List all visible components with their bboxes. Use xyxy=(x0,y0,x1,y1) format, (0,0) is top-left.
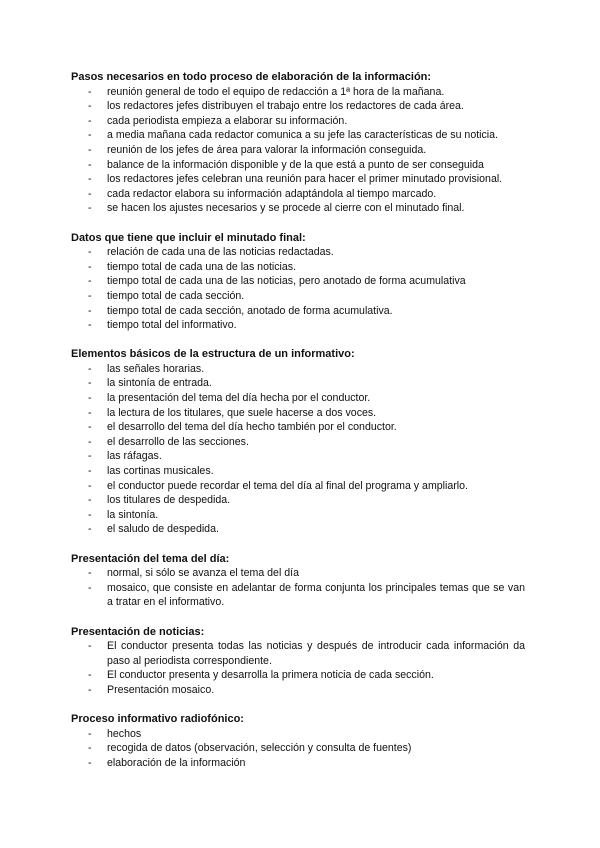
list-item xyxy=(71,245,531,260)
bullet-dash: - xyxy=(88,406,92,419)
list-item xyxy=(71,435,531,450)
bullet-dash: - xyxy=(88,114,92,127)
list-item-text: los redactores jefes distribuyen el trabajo entre los redactores de cada área. xyxy=(107,100,464,113)
list-item-text: los titulares de despedida. xyxy=(107,494,231,507)
section-heading: Presentación de noticias: xyxy=(71,625,205,638)
bullet-list xyxy=(71,639,531,697)
bullet-dash: - xyxy=(88,275,92,288)
list-item xyxy=(71,406,531,421)
section-pasos-necesarios xyxy=(71,70,531,216)
list-item xyxy=(71,668,531,683)
bullet-list xyxy=(71,362,531,537)
list-item xyxy=(71,201,531,216)
list-item-text: la lectura de los titulares, que suele hacerse a dos voces. xyxy=(107,406,377,419)
list-item-text: tiempo total de cada sección. xyxy=(107,289,245,302)
list-item xyxy=(71,260,531,275)
bullet-dash: - xyxy=(88,202,92,215)
list-item xyxy=(71,479,531,494)
list-item-text: mosaico, que consiste en adelantar de forma conjunta los principales temas que se van a tratar en el informativo. xyxy=(107,581,525,609)
list-item-text: se hacen los ajustes necesarios y se procede al cierre con el minutado final. xyxy=(107,202,465,215)
bullet-dash: - xyxy=(88,260,92,273)
bullet-dash: - xyxy=(88,523,92,536)
bullet-dash: - xyxy=(88,143,92,156)
list-item xyxy=(71,304,531,319)
list-item xyxy=(71,508,531,523)
bullet-dash: - xyxy=(88,756,92,769)
section-datos-minutado xyxy=(71,231,531,333)
bullet-dash: - xyxy=(88,421,92,434)
section-heading: Presentación del tema del día: xyxy=(71,552,230,565)
section-elementos-basicos xyxy=(71,347,531,537)
bullet-dash: - xyxy=(88,85,92,98)
section-tema-del-dia xyxy=(71,552,531,610)
list-item-text: las ráfagas. xyxy=(107,450,162,463)
list-item xyxy=(71,683,531,698)
bullet-list xyxy=(71,566,531,610)
list-item xyxy=(71,143,531,158)
list-item-text: hechos xyxy=(107,727,142,740)
list-item-text: El conductor presenta y desarrolla la primera noticia de cada sección. xyxy=(107,669,434,682)
section-heading: Pasos necesarios en todo proceso de elaboración de la información: xyxy=(71,71,432,83)
bullet-dash: - xyxy=(88,450,92,463)
list-item xyxy=(71,741,531,756)
bullet-list xyxy=(71,85,531,216)
bullet-dash: - xyxy=(88,187,92,200)
list-item xyxy=(71,99,531,114)
list-item-text: las señales horarias. xyxy=(107,362,205,375)
list-item-text: tiempo total de cada una de las noticias. xyxy=(107,260,297,273)
list-item-text: tiempo total de cada una de las noticias, pero anotado de forma acumulativa xyxy=(107,275,466,288)
list-item-text: a media mañana cada redactor comunica a su jefe las características de su noticia. xyxy=(107,129,498,142)
list-item xyxy=(71,464,531,479)
list-item-text: cada periodista empieza a elaborar su información. xyxy=(107,114,348,127)
list-item-text: el desarrollo de las secciones. xyxy=(107,435,249,448)
section-presentacion-noticias xyxy=(71,625,531,698)
list-item xyxy=(71,128,531,143)
list-item-text: reunión de los jefes de área para valorar la información conseguida. xyxy=(107,143,427,156)
document-page xyxy=(71,70,531,785)
list-item-text: el desarrollo del tema del día hecho también por el conductor. xyxy=(107,421,397,434)
list-item-text: tiempo total del informativo. xyxy=(107,319,237,332)
list-item xyxy=(71,639,525,668)
list-item-text: los redactores jefes celebran una reunión para hacer el primer minutado provisional. xyxy=(107,173,503,186)
bullet-dash: - xyxy=(88,129,92,142)
list-item xyxy=(71,391,531,406)
list-item xyxy=(71,376,531,391)
bullet-dash: - xyxy=(88,377,92,390)
list-item xyxy=(71,274,531,289)
list-item-text: la sintonía de entrada. xyxy=(107,377,212,390)
bullet-dash: - xyxy=(88,246,92,259)
list-item-text: reunión general de todo el equipo de redacción a 1ª hora de la mañana. xyxy=(107,85,445,98)
bullet-list xyxy=(71,727,531,771)
bullet-dash: - xyxy=(88,640,92,653)
list-item-text: Presentación mosaico. xyxy=(107,683,215,696)
section-proceso-informativo xyxy=(71,712,531,770)
bullet-dash: - xyxy=(88,100,92,113)
list-item xyxy=(71,172,531,187)
list-item-text: recogida de datos (observación, selección y consulta de fuentes) xyxy=(107,742,412,755)
list-item xyxy=(71,114,531,129)
bullet-dash: - xyxy=(88,581,92,594)
list-item-text: la sintonía. xyxy=(107,508,159,521)
list-item-text: normal, si sólo se avanza el tema del día xyxy=(107,567,299,580)
list-item xyxy=(71,522,531,537)
list-item-text: relación de cada una de las noticias redactadas. xyxy=(107,246,334,259)
bullet-dash: - xyxy=(88,392,92,405)
list-item-text: la presentación del tema del día hecha por el conductor. xyxy=(107,392,371,405)
section-heading: Proceso informativo radiofónico: xyxy=(71,713,244,726)
bullet-dash: - xyxy=(88,508,92,521)
list-item xyxy=(71,158,531,173)
list-item-text: elaboración de la información xyxy=(107,756,246,769)
list-item xyxy=(71,756,531,771)
bullet-dash: - xyxy=(88,289,92,302)
bullet-dash: - xyxy=(88,465,92,478)
bullet-dash: - xyxy=(88,742,92,755)
section-heading: Datos que tiene que incluir el minutado final: xyxy=(71,231,306,244)
bullet-dash: - xyxy=(88,435,92,448)
list-item-text: balance de la información disponible y de la que está a punto de ser conseguida xyxy=(107,158,484,171)
list-item xyxy=(71,289,531,304)
list-item xyxy=(71,187,531,202)
bullet-dash: - xyxy=(88,319,92,332)
bullet-dash: - xyxy=(88,567,92,580)
bullet-dash: - xyxy=(88,494,92,507)
bullet-dash: - xyxy=(88,683,92,696)
list-item-text: tiempo total de cada sección, anotado de forma acumulativa. xyxy=(107,304,393,317)
bullet-dash: - xyxy=(88,304,92,317)
list-item-text: el saludo de despedida. xyxy=(107,523,219,536)
bullet-dash: - xyxy=(88,479,92,492)
bullet-dash: - xyxy=(88,669,92,682)
bullet-dash: - xyxy=(88,158,92,171)
list-item xyxy=(71,420,531,435)
list-item xyxy=(71,318,531,333)
list-item xyxy=(71,566,531,581)
list-item-text: cada redactor elabora su información adaptándola al tiempo marcado. xyxy=(107,187,437,200)
list-item xyxy=(71,449,531,464)
bullet-dash: - xyxy=(88,173,92,186)
bullet-list xyxy=(71,245,531,333)
bullet-dash: - xyxy=(88,727,92,740)
list-item-text: El conductor presenta todas las noticias y después de introducir cada información da paso al periodista correspondiente. xyxy=(107,640,525,667)
section-heading: Elementos básicos de la estructura de un informativo: xyxy=(71,348,355,361)
list-item xyxy=(71,581,525,610)
list-item-text: el conductor puede recordar el tema del día al final del programa y ampliarlo. xyxy=(107,479,468,492)
list-item-text: las cortinas musicales. xyxy=(107,465,214,478)
bullet-dash: - xyxy=(88,362,92,375)
list-item xyxy=(71,85,531,100)
list-item xyxy=(71,362,531,377)
list-item xyxy=(71,727,531,742)
list-item xyxy=(71,493,531,508)
